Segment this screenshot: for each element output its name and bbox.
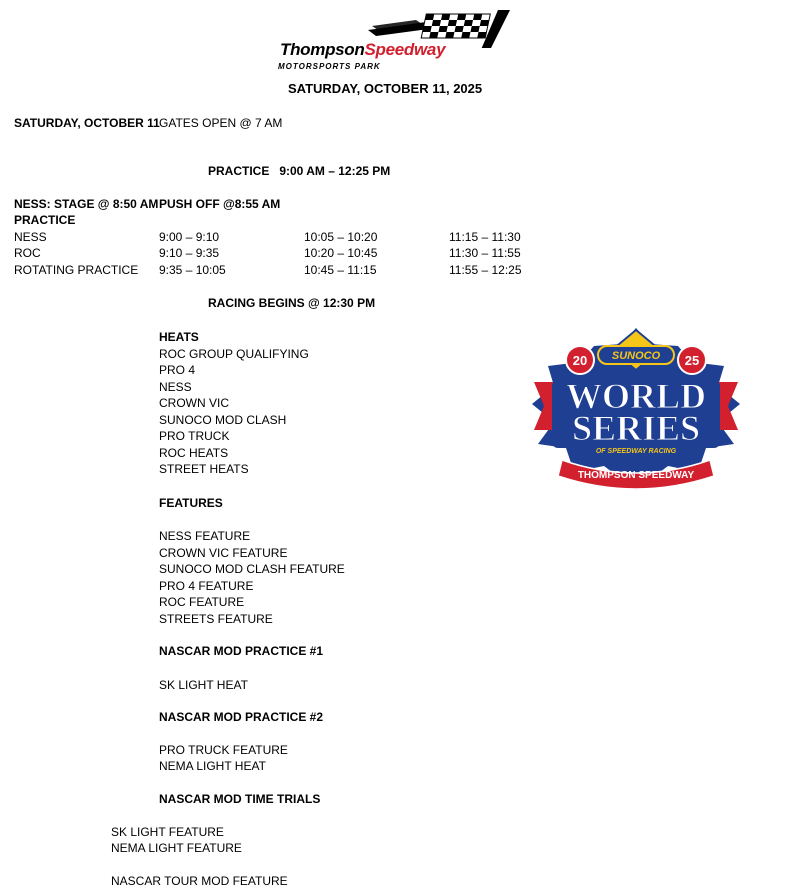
list-item: SUNOCO MOD CLASH (159, 413, 287, 427)
list-item: ROC HEATS (159, 446, 229, 460)
world-series-badge (528, 326, 744, 492)
practice-row-name: ROC (14, 246, 41, 260)
practice-row-time-1: 9:00 – 9:10 (159, 230, 220, 244)
practice-row-name: NESS (14, 230, 47, 244)
nascar-time-trials: NASCAR MOD TIME TRIALS (159, 792, 321, 806)
thompson-speedway-logo (276, 4, 516, 76)
badge-venue: THOMPSON SPEEDWAY (577, 470, 695, 481)
practice-row-time-3: 11:30 – 11:55 (449, 246, 521, 260)
list-item: NESS FEATURE (159, 529, 251, 543)
list-item: NEMA LIGHT FEATURE (111, 841, 242, 855)
list-item: STREET HEATS (159, 462, 249, 476)
list-item: SK LIGHT FEATURE (111, 825, 224, 839)
logo-brand-part2: Speedway (364, 40, 446, 59)
badge-year-right: 25 (684, 353, 700, 368)
gates-day: SATURDAY, OCTOBER 11 (14, 116, 160, 130)
practice-row-time-1: 9:10 – 9:35 (159, 246, 220, 260)
heats-title: HEATS (159, 330, 199, 344)
list-item: PRO TRUCK FEATURE (159, 743, 288, 757)
practice-label: PRACTICE (14, 213, 76, 227)
event-date-heading: SATURDAY, OCTOBER 11, 2025 (288, 81, 483, 96)
tour-mod-feature: NASCAR TOUR MOD FEATURE (111, 874, 288, 888)
list-item: NESS (159, 380, 192, 394)
practice-row-time-3: 11:15 – 11:30 (449, 230, 521, 244)
practice-row-time-2: 10:45 – 11:15 (304, 263, 377, 277)
list-item: PRO 4 FEATURE (159, 579, 254, 593)
list-item: PRO 4 (159, 363, 196, 377)
list-item: CROWN VIC FEATURE (159, 546, 288, 560)
list-item: ROC FEATURE (159, 595, 245, 609)
practice-row-time-2: 10:20 – 10:45 (304, 246, 378, 260)
nascar-practice-1: NASCAR MOD PRACTICE #1 (159, 644, 324, 658)
badge-year-left: 20 (572, 353, 588, 368)
list-item: ROC GROUP QUALIFYING (159, 347, 309, 361)
list-item: STREETS FEATURE (159, 612, 273, 626)
badge-line1: WORLD (565, 376, 707, 416)
racing-begins-heading: RACING BEGINS @ 12:30 PM (208, 296, 376, 310)
practice-row-time-1: 9:35 – 10:05 (159, 263, 226, 277)
practice-header: PRACTICE 9:00 AM – 12:25 PM (208, 164, 391, 178)
list-item: PRO TRUCK (159, 429, 230, 443)
list-item: NEMA LIGHT HEAT (159, 759, 266, 773)
logo-brand-part1: Thompson (280, 40, 365, 59)
gates-text: GATES OPEN @ 7 AM (159, 116, 283, 130)
practice-row-time-2: 10:05 – 10:20 (304, 230, 378, 244)
badge-line2: SERIES (571, 408, 701, 448)
practice-row-time-3: 11:55 – 12:25 (449, 263, 522, 277)
badge-sponsor: SUNOCO (611, 350, 661, 362)
list-item: CROWN VIC (159, 396, 229, 410)
logo-wordmark (280, 40, 445, 60)
ness-push-off: PUSH OFF @8:55 AM (159, 197, 281, 211)
logo-subtitle: MOTORSPORTS PARK (278, 62, 381, 71)
list-item: SUNOCO MOD CLASH FEATURE (159, 562, 345, 576)
nascar-practice-2: NASCAR MOD PRACTICE #2 (159, 710, 324, 724)
ness-stage-time: NESS: STAGE @ 8:50 AM (14, 197, 159, 211)
practice-row-name: ROTATING PRACTICE (14, 263, 139, 277)
sk-light-heat: SK LIGHT HEAT (159, 678, 248, 692)
features-title: FEATURES (159, 496, 223, 510)
badge-tagline: OF SPEEDWAY RACING (595, 448, 677, 455)
